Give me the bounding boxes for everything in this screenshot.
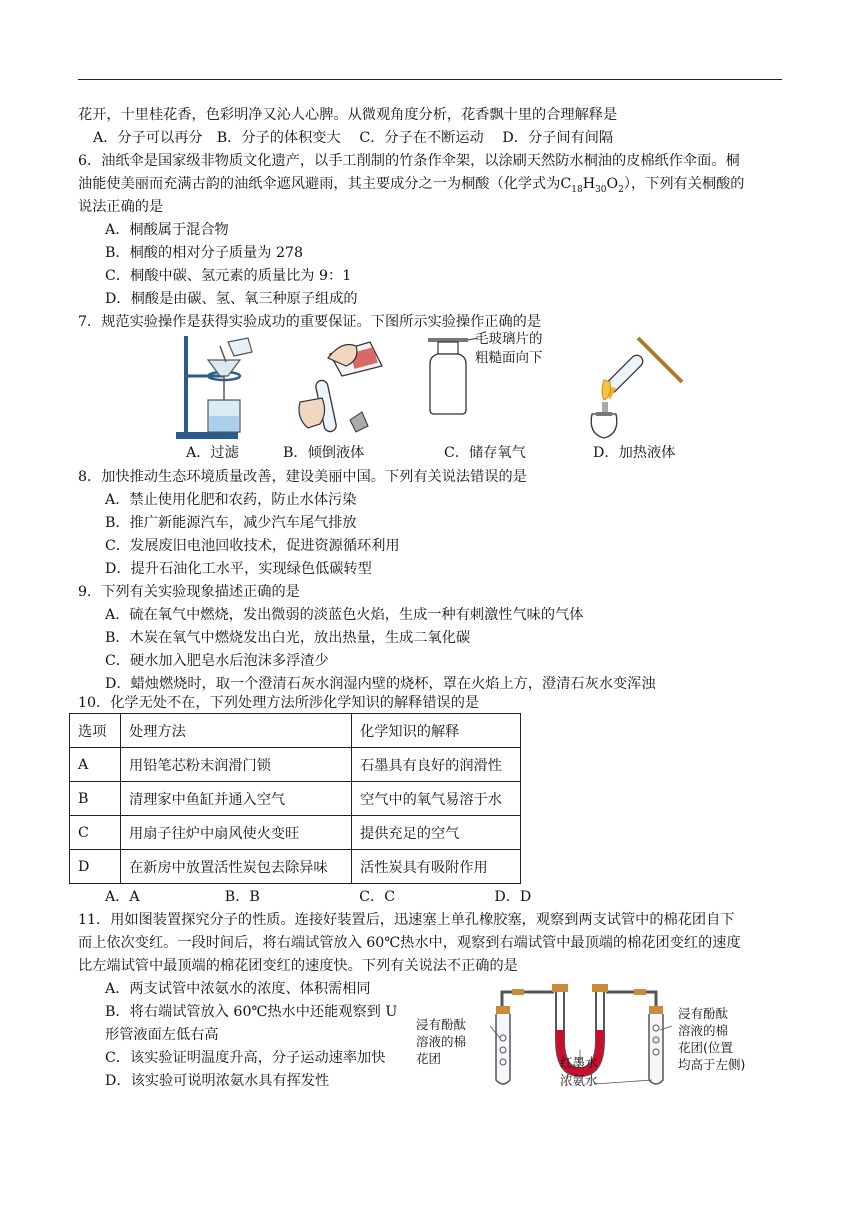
- q10-table: [69, 713, 521, 884]
- table-row: [70, 782, 521, 816]
- table-cell: 清理家中鱼缸并通入空气: [121, 782, 352, 816]
- red-ink-ammonia-label: 红墨水 浓氨水: [560, 1055, 598, 1088]
- q6-option-b: B．桐酸的相对分子质量为 278: [105, 245, 304, 261]
- table-cell: 用铅笔芯粉末润滑门锁: [121, 748, 352, 782]
- table-header-cell: 选项: [70, 714, 121, 748]
- table-cell: C: [70, 816, 121, 850]
- q11-option-b-line1: B．将右端试管放入 60℃热水中还能观察到 U: [105, 1004, 398, 1020]
- q11-stem-line3: 比左端试管中最顶端的棉花团变红的速度快。下列有关说法不正确的是: [78, 958, 518, 974]
- q7-caption-b: B．倾倒液体: [283, 445, 365, 461]
- table-cell: 空气中的氧气易溶于水: [352, 782, 521, 816]
- q9-option-b: B．木炭在氧气中燃烧发出白光，放出热量，生成二氧化碳: [105, 630, 471, 646]
- table-cell: B: [70, 782, 121, 816]
- q11-option-a: A．两支试管中浓氨水的浓度、体积需相同: [105, 981, 371, 997]
- q6-option-a: A．桐酸属于混合物: [105, 222, 229, 238]
- q6-option-c: C．桐酸中碳、氢元素的质量比为 9：1: [105, 268, 352, 284]
- table-cell: 在新房中放置活性炭包去除异味: [121, 850, 352, 884]
- q7-caption-c: C．储存氧气: [444, 445, 526, 461]
- table-cell: D: [70, 850, 121, 884]
- right-cotton-label: 浸有酚酞 溶液的棉 花团(位置 均高于左侧): [678, 1006, 746, 1072]
- q8-option-a: A．禁止使用化肥和农药，防止水体污染: [105, 492, 357, 508]
- q9-stem: 9．下列有关实验现象描述正确的是: [78, 584, 300, 600]
- q11-option-b-line2: 形管液面左低右高: [105, 1027, 219, 1043]
- q8-option-c: C．发展废旧电池回收技术，促进资源循环利用: [105, 538, 400, 554]
- filtration-figure: [172, 330, 262, 442]
- table-cell: 活性炭具有吸附作用: [352, 850, 521, 884]
- formula-c-subscript: 18: [571, 184, 583, 195]
- table-cell: 用扇子往炉中扇风使火变旺: [121, 816, 352, 850]
- q10-options: A．A B．B C．C D．D: [105, 889, 532, 905]
- formula-o-subscript: 2: [618, 184, 624, 195]
- q6-stem-line1: 6．油纸伞是国家级非物质文化遗产，以手工削制的竹条作伞架，以涂刷天然防水桐油的皮棉纸作伞面。桐: [78, 153, 740, 169]
- q11-option-d: D．该实验可说明浓氨水具有挥发性: [105, 1073, 330, 1089]
- gas-bottle-figure: [420, 332, 480, 416]
- table-cell: A: [70, 748, 121, 782]
- q6-stem-line3: 说法正确的是: [78, 199, 164, 215]
- q9-option-c: C．硬水加入肥皂水后泡沫多浮渣少: [105, 653, 329, 669]
- q5-stem-tail: 花开，十里桂花香，色彩明净又沁人心脾。从微观角度分析，花香飘十里的合理解释是: [78, 107, 618, 123]
- table-row: [70, 748, 521, 782]
- q5-options: A．分子可以再分 B．分子的体积变大 C．分子在不断运动 D．分子间有间隔: [93, 130, 614, 146]
- q9-option-d: D．蜡烛燃烧时，取一个澄清石灰水润湿内壁的烧杯，罩在火焰上方，澄清石灰水变浑浊: [105, 676, 656, 692]
- table-header-cell: 化学知识的解释: [352, 714, 521, 748]
- q6-option-d: D．桐酸是由碳、氢、氧三种原子组成的: [105, 291, 358, 307]
- q10-stem: 10．化学无处不在，下列处理方法所涉化学知识的解释错误的是: [78, 695, 480, 711]
- q11-stem-line1: 11．用如图装置探究分子的性质。连接好装置后，迅速塞上单孔橡胶塞，观察到两支试管中的棉花团自下: [78, 912, 735, 928]
- formula-h-subscript: 30: [595, 184, 607, 195]
- q8-option-b: B．推广新能源汽车，减少汽车尾气排放: [105, 515, 357, 531]
- q6-stem-line2: 油能使美丽而充满古韵的油纸伞遮风避雨，其主要成分之一为桐酸（化学式为$C_{18}H_{30}O_2$），下列有关桐酸的: [78, 176, 745, 195]
- header-rule: [78, 79, 782, 80]
- q11-stem-line2: 而上依次变红。一段时间后，将右端试管放入 60℃热水中，观察到右端试管中最顶端的棉花团变红的速度: [78, 935, 741, 951]
- q11-option-c: C．该实验证明温度升高，分子运动速率加快: [105, 1050, 386, 1066]
- table-cell: 石墨具有良好的润滑性: [352, 748, 521, 782]
- left-cotton-label: 浸有酚酞 溶液的棉 花团: [416, 1017, 467, 1066]
- q8-stem: 8．加快推动生态环境质量改善，建设美丽中国。下列有关说法错误的是: [78, 469, 527, 485]
- pouring-liquid-figure: [290, 332, 390, 442]
- glass-plate-note: 毛玻璃片的 粗糙面向下: [475, 331, 543, 366]
- table-cell: 提供充足的空气: [352, 816, 521, 850]
- table-row: [70, 816, 521, 850]
- q7-caption-a: A．过滤: [186, 445, 239, 461]
- q9-option-a: A．硫在氧气中燃烧，发出微弱的淡蓝色火焰，生成一种有刺激性气味的气体: [105, 607, 584, 623]
- heating-liquid-figure: [588, 330, 688, 442]
- q8-option-d: D．提升石油化工水平，实现绿色低碳转型: [105, 561, 372, 577]
- table-header-cell: 处理方法: [121, 714, 352, 748]
- q7-stem: 7．规范实验操作是获得实验成功的重要保证。下图所示实验操作正确的是: [78, 314, 542, 330]
- table-row: [70, 850, 521, 884]
- q7-caption-d: D．加热液体: [593, 445, 676, 461]
- table-header-row: [70, 714, 521, 748]
